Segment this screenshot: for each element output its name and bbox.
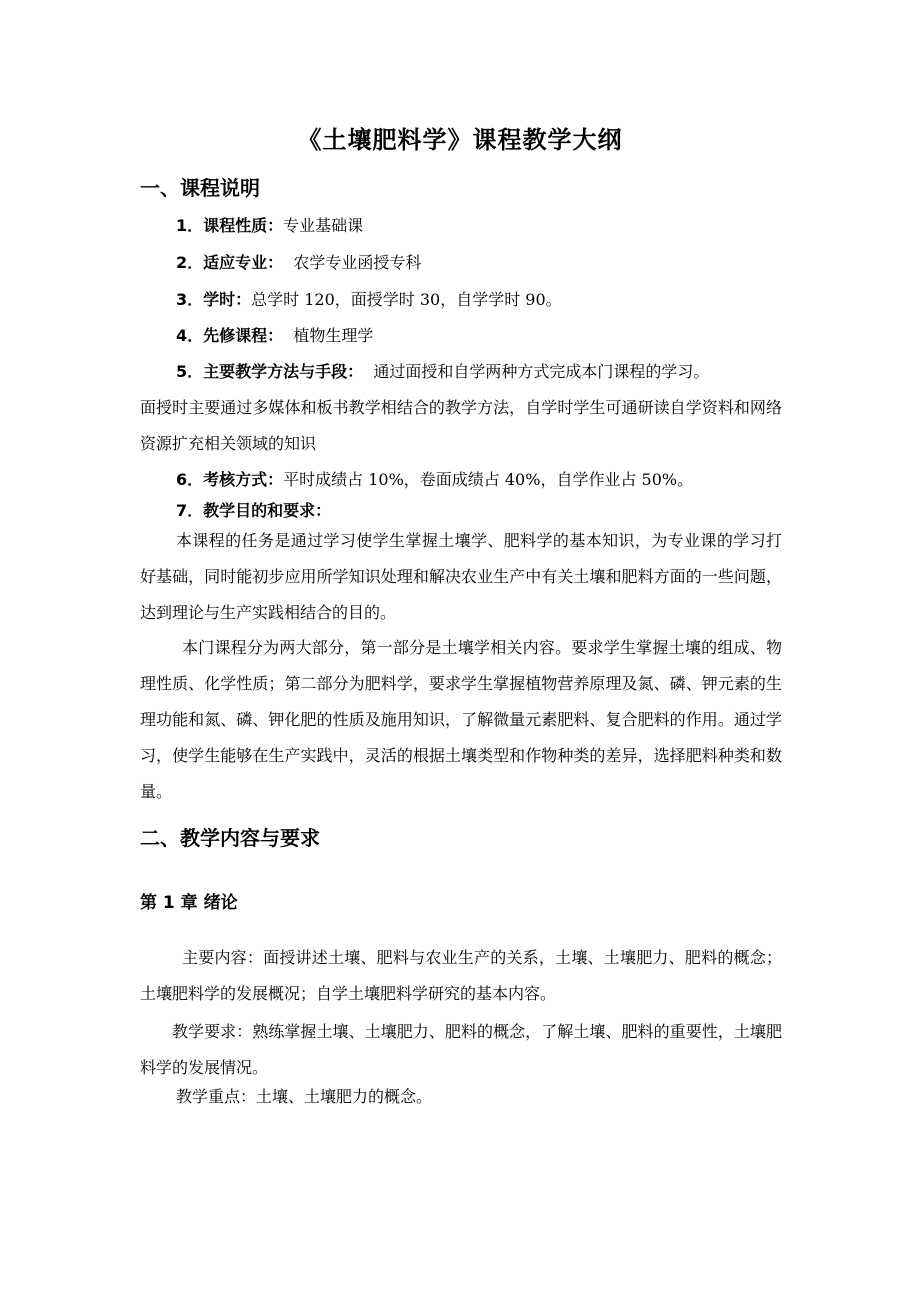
chapter-1-key-points: 教学重点：土壤、土壤肥力的概念。 xyxy=(176,1087,433,1106)
document-title: 《土壤肥料学》课程教学大纲 xyxy=(297,126,623,154)
applicable-major-value: 农学专业函授专科 xyxy=(283,253,422,272)
teaching-method-value: 通过面授和自学两种方式完成本门课程的学习。 xyxy=(363,362,710,381)
chapter-1-requirements: 教学要求：熟练掌握土壤、土壤肥力、肥料的概念，了解土壤、肥料的重要性，土壤肥料学的发展情况。 xyxy=(140,1022,782,1077)
assessment-line xyxy=(176,468,693,492)
assessment-label: 6．考核方式： xyxy=(176,470,284,489)
teaching-method-line xyxy=(176,360,709,384)
chapter-1-heading: 第 1 章 绪论 xyxy=(140,893,238,913)
course-parts-paragraph: 本门课程分为两大部分，第一部分是土壤学相关内容。要求学生掌握土壤的组成、物理性质、化学性质；第二部分为肥料学，要求学生掌握植物营养原理及氮、磷、钾元素的生理功能和氮、磷、钾化肥的性质及施用知识，了解微量元素肥料、复合肥料的作用。通过学习，使学生能够在生产实践中，灵活的根据土壤类型和作物种类的差异，选择肥料种类和数量。 xyxy=(140,638,782,801)
goals-paragraph: 本课程的任务是通过学习使学生掌握土壤学、肥料学的基本知识，为专业课的学习打好基础，同时能初步应用所学知识处理和解决农业生产中有关土壤和肥料方面的一些问题，达到理论与生产实践相结合的目的。 xyxy=(140,531,782,622)
teaching-method-continuation: 面授时主要通过多媒体和板书教学相结合的教学方法，自学时学生可通研读自学资料和网络资源扩充相关领域的知识 xyxy=(140,398,782,453)
section-heading-course-description: 一、课程说明 xyxy=(140,176,260,200)
assessment-value: 平时成绩占 10%，卷面成绩占 40%，自学作业占 50%。 xyxy=(283,470,694,489)
applicable-major-line xyxy=(176,251,421,275)
chapter-1-main-content: 主要内容：面授讲述土壤、肥料与农业生产的关系，土壤、土壤肥力、肥料的概念；土壤肥料学的发展概况；自学土壤肥料学研究的基本内容。 xyxy=(140,948,782,1003)
course-nature-value: 专业基础课 xyxy=(283,216,364,235)
prerequisite-line xyxy=(176,324,373,348)
hours-value: 总学时 120，面授学时 30，自学学时 90。 xyxy=(251,290,562,309)
prerequisite-value: 植物生理学 xyxy=(283,326,374,345)
prerequisite-label: 4．先修课程： xyxy=(176,326,284,345)
goals-label: 7．教学目的和要求： xyxy=(176,501,332,520)
hours-line xyxy=(176,288,562,312)
applicable-major-label: 2．适应专业： xyxy=(176,253,284,272)
hours-label: 3．学时： xyxy=(176,290,252,309)
section-heading-content-requirements: 二、教学内容与要求 xyxy=(140,826,320,850)
course-nature-label: 1．课程性质： xyxy=(176,216,284,235)
teaching-method-label: 5．主要教学方法与手段： xyxy=(176,362,364,381)
goals-line xyxy=(176,499,331,523)
course-nature-line xyxy=(176,214,363,238)
